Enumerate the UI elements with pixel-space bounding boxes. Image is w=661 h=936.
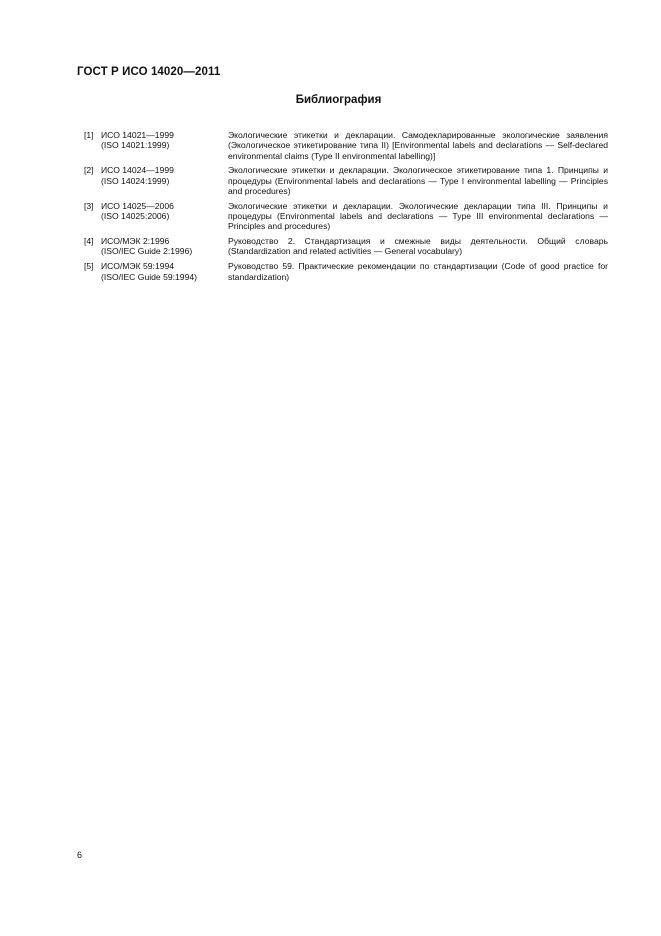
bibliography-entry [84, 201, 608, 232]
reference-international: (ISO/IEC Guide 59:1994) [101, 271, 198, 282]
entry-reference [101, 236, 228, 257]
entry-number: [4] [84, 236, 94, 247]
reference-international: (ISO 14024:1999) [101, 175, 170, 186]
bibliography-entry [84, 236, 608, 257]
entry-reference [101, 130, 228, 161]
reference-national: ИСО/МЭК 2:1996 [101, 236, 170, 247]
entry-description: Экологические этикетки и декларации. Экологическое этикетирование типа 1. Принципы и процедуры (Environmental labels and declarations — Type I environmental labelling — Principles and procedures) [228, 165, 608, 196]
reference-national: ИСО 14024—1999 [101, 165, 174, 176]
entry-number: [2] [84, 165, 94, 176]
bibliography-entry [84, 261, 608, 282]
reference-national: ИСО 14021—1999 [101, 130, 174, 140]
reference-international: (ISO 14025:2006) [101, 211, 170, 222]
entry-number: [3] [84, 200, 94, 211]
entry-reference [101, 201, 228, 232]
bibliography-entry [84, 130, 608, 161]
entry-number: [1] [84, 130, 94, 140]
reference-international: (ISO 14021:1999) [101, 140, 170, 151]
bibliography-list [84, 130, 608, 286]
entry-reference [101, 261, 228, 282]
reference-national: ИСО/МЭК 59:1994 [101, 261, 175, 272]
entry-description: Экологические этикетки и декларации. Экологические декларации типа III. Принципы и процедуры (Environmental labels and declarations — Type III environmental declarations — Principles and procedures) [228, 200, 608, 232]
entry-description: Экологические этикетки и декларации. Самодекларированные экологические заявления (Экологическое этикетирование типа II) [Environmental labels and declarations — Self-declared environmental claims (Type II environmental labelling)] [228, 130, 608, 161]
bibliography-entry [84, 165, 608, 196]
entry-description: Руководство 2. Стандартизация и смежные виды деятельности. Общий словарь (Standardization and related activities — General vocabulary) [228, 236, 608, 257]
document-header: ГОСТ Р ИСО 14020—2011 [77, 66, 221, 78]
reference-international: (ISO/IEC Guide 2:1996) [101, 246, 193, 257]
section-title: Библиография [295, 94, 382, 106]
entry-reference [101, 165, 228, 196]
page-number: 6 [77, 850, 83, 860]
entry-description: Руководство 59. Практические рекомендации по стандартизации (Code of good practice for standardization) [228, 261, 608, 282]
reference-national: ИСО 14025—2006 [101, 200, 174, 211]
entry-number: [5] [84, 261, 94, 272]
